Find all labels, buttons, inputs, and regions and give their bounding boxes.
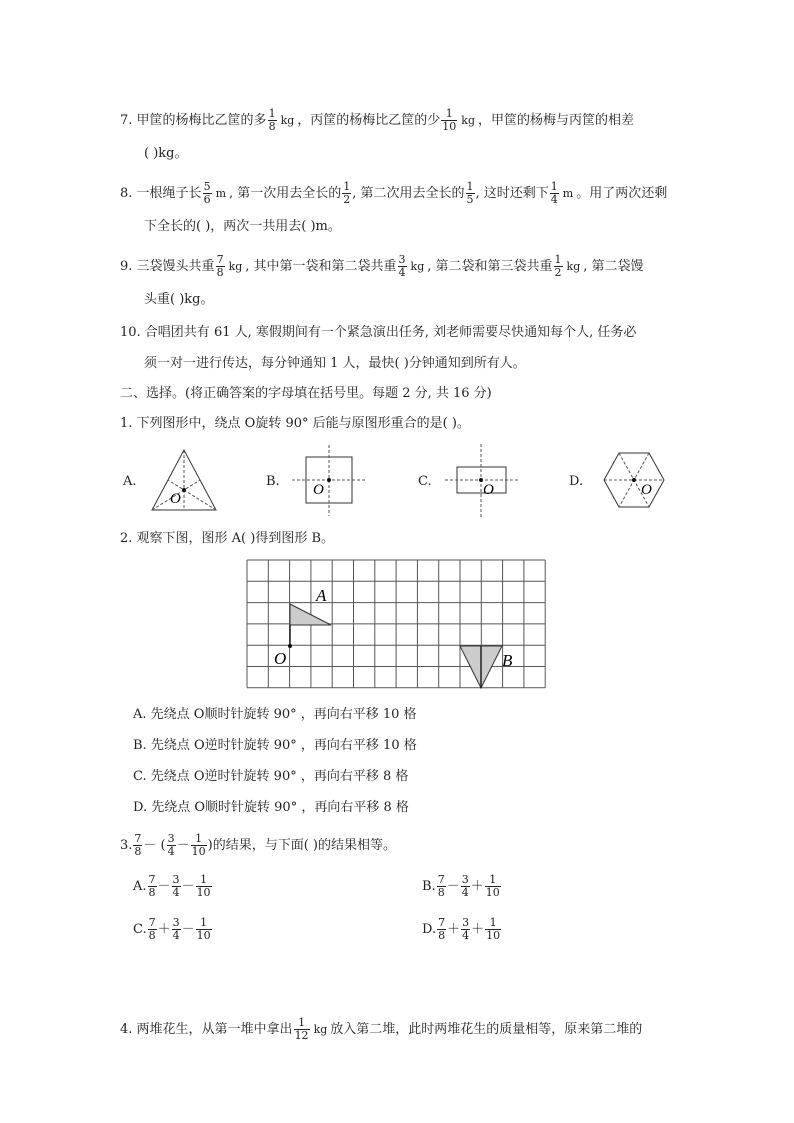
c3-option-a: A. $\frac{7}{8}$ － $\frac{3}{4}$ － $\frac{1}{10}$ [133, 873, 211, 899]
q8-line2: 下全长的( )，两次一共用去( )m。 [144, 219, 341, 234]
q10-line2: 须一对一进行传达，每分钟通知 1 人，最快( )分钟通知到所有人。 [144, 356, 526, 371]
point-o-label: O [170, 491, 181, 507]
fraction: $\frac{1}{10}$ [191, 832, 206, 858]
q9-line2: 头重( )kg。 [144, 292, 214, 307]
point-o-label: O [313, 482, 324, 498]
c2-option-c: C. 先绕点 O逆时针旋转 90° ，再向右平移 8 格 [133, 769, 409, 784]
fraction: $\frac{1}{2}$ [554, 253, 562, 279]
fraction: $\frac{3}{4}$ [398, 253, 406, 279]
section-heading: 二、选择。(将正确答案的字母填在括号里。每题 2 分, 共 16 分) [120, 386, 492, 401]
q9-line1: 9. 三袋馒头共重 $\frac{7}{8}$ kg , 其中第一袋和第二袋共重 $\frac{3}{4}$ kg , 第二袋和第三袋共重 $\frac{1}{2}$ kg , 第二袋馒 [120, 253, 644, 279]
q10-line1: 10. 合唱团共有 61 人, 寒假期间有一个紧急演出任务, 刘老师需要尽快通知每个人, 任务必 [120, 325, 637, 340]
c3-option-c: C. $\frac{7}{8}$ ＋ $\frac{3}{4}$ － $\frac{1}{10}$ [133, 916, 211, 942]
q7-line2: ( )kg。 [144, 146, 188, 161]
label-o: O [274, 649, 287, 668]
figure-b-square [292, 445, 366, 516]
label-a: A [316, 586, 327, 605]
c1-stem: 1. 下列图形中，绕点 O旋转 90° 后能与原图形重合的是( )。 [120, 416, 470, 431]
c2-option-b: B. 先绕点 O逆时针旋转 90° ，再向右平移 10 格 [133, 738, 417, 753]
point-o-label: O [641, 482, 652, 498]
figure-d-hexagon [604, 453, 664, 507]
c1-label-a: A. [123, 474, 137, 489]
fraction: $\frac{7}{8}$ [134, 832, 142, 858]
c3-option-b: B. $\frac{7}{8}$ － $\frac{3}{4}$ ＋ $\frac{1}{10}$ [422, 873, 500, 899]
q8-line1: 8. 一根绳子长 $\frac{5}{6}$ m , 第一次用去全长的 $\frac{1}{2}$ , 第二次用去全长的 $\frac{1}{5}$ , 这时还剩下 $\frac{1}{4}$ m 。用了两次还剩 [120, 180, 668, 206]
point-o-label: O [483, 482, 494, 498]
fraction: $\frac{1}{4}$ [550, 180, 558, 206]
fraction: $\frac{7}{8}$ [216, 253, 224, 279]
c2-grid-figure [246, 559, 546, 693]
fraction: $\frac{1}{10}$ [442, 107, 457, 133]
c2-option-d: D. 先绕点 O顺时针旋转 90° ，再向右平移 8 格 [133, 800, 409, 815]
c1-label-d: D. [569, 474, 584, 489]
c1-label-c: C. [418, 474, 432, 489]
fraction: $\frac{1}{8}$ [268, 107, 276, 133]
q7-line1: 7. 甲筐的杨梅比乙筐的多 $\frac{1}{8}$ kg ，丙筐的杨梅比乙筐的少 $\frac{1}{10}$ kg ，甲筐的杨梅与丙筐的相差 [120, 107, 635, 133]
fraction: $\frac{1}{5}$ [466, 180, 474, 206]
c2-stem: 2. 观察下图，图形 A( )得到图形 B。 [120, 531, 335, 546]
figure-c-rectangle [445, 444, 518, 518]
fraction: $\frac{1}{12}$ [294, 1016, 309, 1042]
fraction: $\frac{1}{2}$ [343, 180, 351, 206]
c3-stem: 3. $\frac{7}{8}$ － ( $\frac{3}{4}$ － $\frac{1}{10}$ )的结果，与下面( )的结果相等。 [120, 832, 396, 858]
figure-a-triangle [152, 450, 216, 510]
fraction: $\frac{3}{4}$ [167, 832, 175, 858]
point-o [288, 644, 292, 648]
c1-figures [0, 440, 794, 525]
fraction: $\frac{5}{6}$ [203, 180, 211, 206]
c2-option-a: A. 先绕点 O顺时针旋转 90° ，再向右平移 10 格 [133, 707, 417, 722]
c1-label-b: B. [266, 474, 280, 489]
c3-option-d: D. $\frac{7}{8}$ ＋ $\frac{3}{4}$ ＋ $\frac{1}{10}$ [422, 916, 501, 942]
c4-line1: 4. 两堆花生，从第一堆中拿出 $\frac{1}{12}$ kg 放入第二堆，此时两堆花生的质量相等，原来第二堆的 [120, 1016, 643, 1042]
label-b: B [502, 651, 513, 670]
